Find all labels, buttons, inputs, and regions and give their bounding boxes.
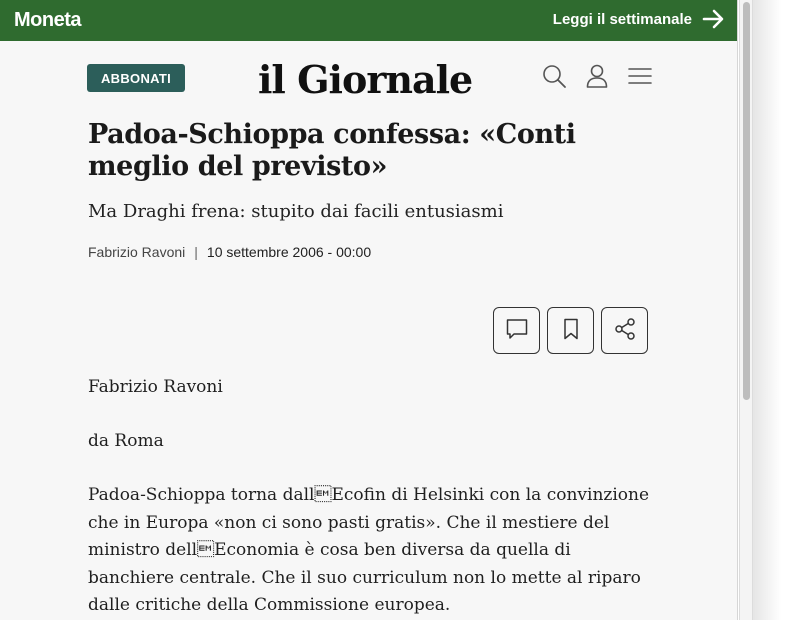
publish-date: 10 settembre 2006 - 00:00 <box>206 244 372 260</box>
article-paragraph: Fabrizio Ravoni <box>88 377 223 397</box>
byline-author[interactable]: Fabrizio Ravoni <box>88 244 186 260</box>
scrollbar-thumb[interactable] <box>743 2 750 400</box>
read-weekly-label: Leggi il settimanale <box>552 10 692 28</box>
share-button[interactable] <box>601 307 648 354</box>
arrow-right-icon <box>702 8 724 30</box>
site-logo[interactable]: il Giornale <box>258 57 473 102</box>
bookmark-icon <box>559 317 583 345</box>
article-paragraph: Padoa-Schioppa torna dallEcofin di Helsinki con la convinzione che in Europa «non ci sono pasti gratis». Che il mestiere del ministro dellEconomia è cosa ben diversa da quella di banchiere centrale. Che il suo curriculum non lo mette al riparo dalle critiche della Commissione europea. <box>88 485 650 615</box>
share-icon <box>613 317 637 345</box>
user-icon[interactable] <box>584 63 610 89</box>
article-paragraph: da Roma <box>88 431 164 451</box>
byline <box>88 244 371 260</box>
menu-icon[interactable] <box>627 63 653 89</box>
vertical-scrollbar[interactable] <box>739 0 753 620</box>
promo-brand[interactable]: Moneta <box>14 9 81 31</box>
window-shadow <box>753 0 800 620</box>
byline-separator: | <box>194 244 198 260</box>
promo-bar <box>0 0 738 41</box>
comment-button[interactable] <box>493 307 540 354</box>
comment-icon <box>505 317 529 345</box>
search-icon[interactable] <box>541 63 567 89</box>
article-title: Padoa-Schioppa confessa: «Conti meglio del previsto» <box>88 119 576 182</box>
read-weekly-link[interactable] <box>553 8 724 30</box>
article-subtitle: Ma Draghi frena: stupito dai facili entusiasmi <box>88 201 504 222</box>
bookmark-button[interactable] <box>547 307 594 354</box>
subscribe-button[interactable]: ABBONATI <box>87 64 185 92</box>
